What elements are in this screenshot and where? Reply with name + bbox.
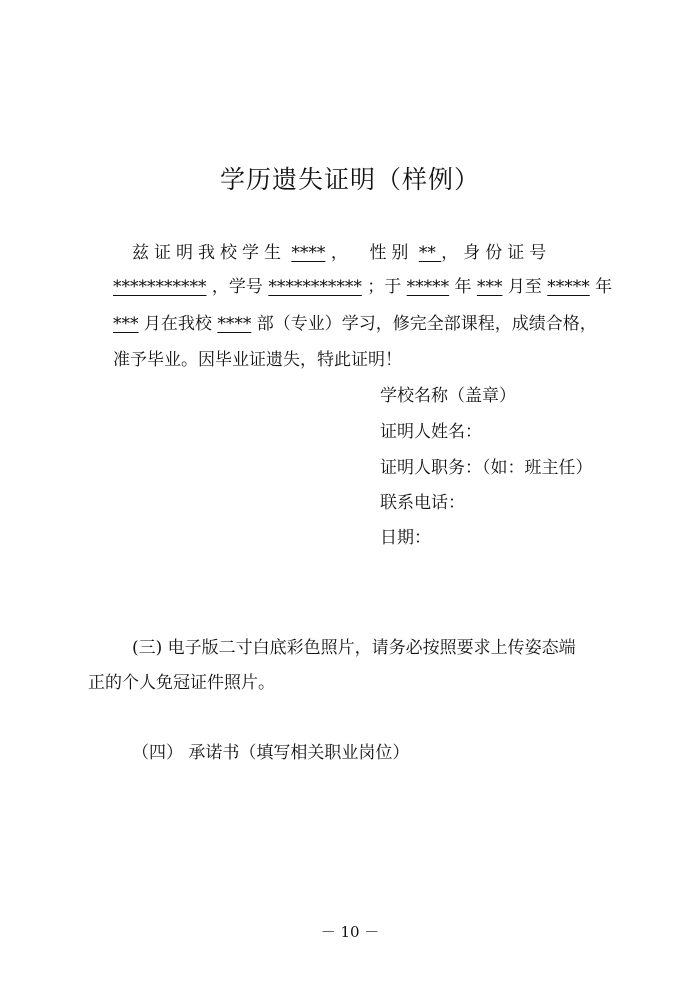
page-title: 学历遗失证明（样例） [219,165,480,194]
school-name-seal-label: 学校名称（盖章） [380,386,516,406]
separator: ， [330,243,348,263]
gender-label: 性别 [369,243,414,263]
student-name-blank: **** [291,243,326,263]
department-blank: **** [217,314,252,334]
section-4-heading: （四） 承诺书（填写相关职业岗位） [132,743,410,763]
month-to-text: 月至 [507,277,542,297]
start-year-blank: ***** [406,277,450,297]
section-3-line-1: (三) 电子版二寸白底彩色照片，请务必按照要求上传姿态端 [132,638,576,658]
from-text: ；于 [367,277,402,297]
certifier-name-label: 证明人姓名： [380,422,482,442]
school-text: 月在我校 [143,314,212,334]
section-3-line-2: 正的个人免冠证件照片。 [88,673,275,693]
gender-blank: ** [418,243,442,263]
date-label: 日期： [380,528,431,548]
page-number: － 10 － [320,923,380,941]
certificate-line-2 [113,276,612,298]
certificate-line-3 [113,313,597,335]
conclusion-text: 准予毕业。因毕业证遗失，特此证明！ [113,350,402,370]
end-year-blank: ***** [547,277,590,297]
certifier-position-label: 证明人职务：（如：班主任） [380,458,593,478]
year-text: 年 [454,277,472,297]
id-label: ，身份证号 [441,243,552,263]
intro-text: 兹证明我校学生 [132,243,286,263]
id-number-blank: *********** [113,277,207,297]
end-month-blank: *** [113,314,139,334]
student-number-blank: *********** [268,277,362,297]
student-number-label: ，学号 [211,277,263,297]
start-month-blank: *** [476,277,503,297]
study-text: 部（专业）学习，修完全部课程，成绩合格， [256,314,597,334]
certificate-line-4 [113,349,402,371]
year-text-2: 年 [595,277,613,297]
certificate-line-1 [132,242,551,264]
contact-phone-label: 联系电话： [380,493,465,513]
